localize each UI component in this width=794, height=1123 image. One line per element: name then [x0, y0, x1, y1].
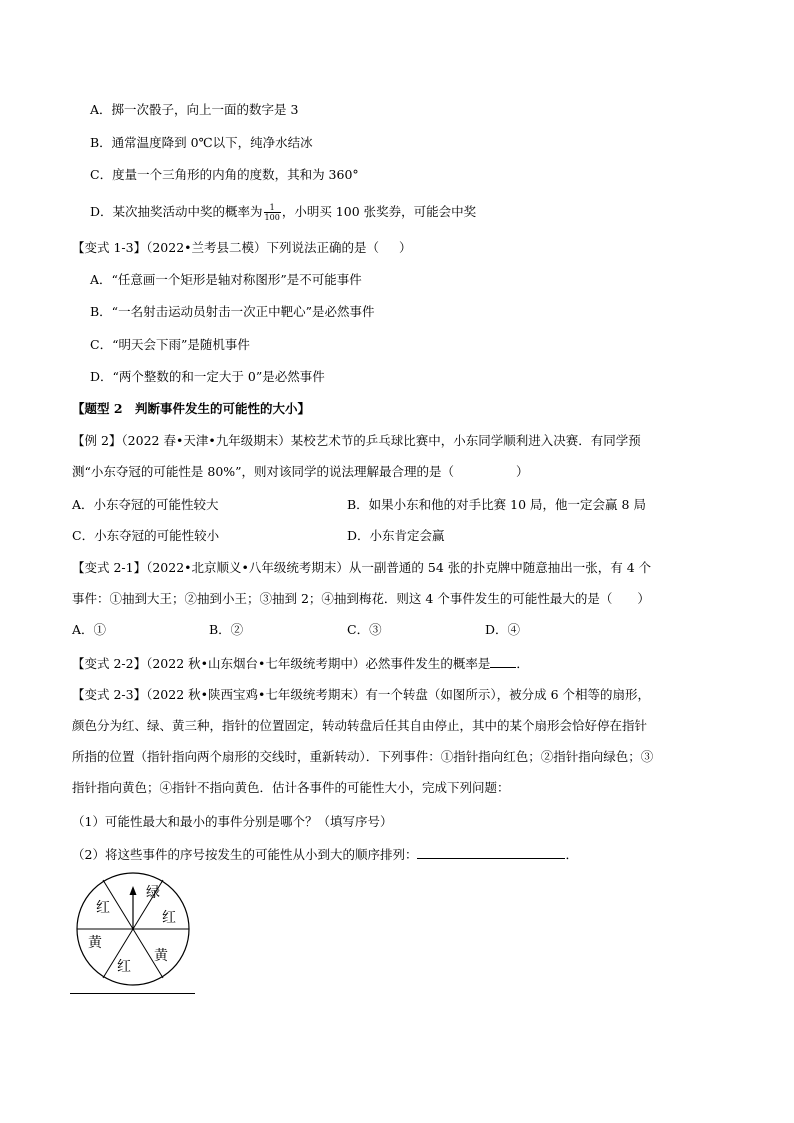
- example-2-option-c: C．小东夺冠的可能性较小: [72, 528, 220, 543]
- variant-2-1-stem-line2: 事件：①抽到大王；②抽到小王；③抽到 2；④抽到梅花．则这 4 个事件发生的可能性最大的是（ ）: [72, 591, 650, 606]
- sector-label-green: 绿: [146, 885, 160, 901]
- variant-2-3-line4: 指针指向黄色；④指针不指向黄色．估计各事件的可能性大小，完成下列问题：: [72, 780, 510, 795]
- example-2-stem-line2: [72, 464, 529, 480]
- sector-label-yellow: 黄: [88, 935, 102, 951]
- option-b: B．通常温度降到 0℃以下，纯净水结冰: [90, 135, 313, 150]
- variant-2-3-line3: 所指的位置（指针指向两个扇形的交线时，重新转动）．下列事件：①指针指向红色；②指针指向绿色；③: [72, 749, 654, 764]
- variant-2-3-question-2-end: ．: [565, 847, 578, 862]
- example-2-stem-line2-end: ）: [516, 464, 529, 479]
- section-title: 【题型 2 判断事件发生的可能性的大小】: [72, 401, 311, 416]
- variant-2-3-question-1: （1）可能性最大和最小的事件分别是哪个？（填写序号）: [72, 814, 393, 829]
- variant-1-3-stem-end: ）: [399, 240, 412, 255]
- sector-label-red: 红: [162, 910, 176, 926]
- example-2-stem-line2-text: 测“小东夺冠的可能性是 80%”，则对该同学的说法理解最合理的是（: [72, 464, 455, 479]
- answer-blank[interactable]: [490, 655, 516, 668]
- variant-2-1-option-c: C．③: [347, 622, 382, 637]
- variant-1-3-option-d: D．“两个整数的和一定大于 0”是必然事件: [90, 369, 325, 384]
- answer-blank[interactable]: [417, 846, 565, 859]
- fraction-numerator: 1: [264, 203, 281, 213]
- variant-1-3-option-b: B．“一名射击运动员射击一次正中靶心”是必然事件: [90, 304, 375, 319]
- fraction: [264, 203, 281, 222]
- fraction-denominator: 100: [264, 213, 280, 222]
- example-2-option-b: B．如果小东和他的对手比赛 10 局，他一定会赢 8 局: [347, 497, 646, 512]
- sector-label-yellow: 黄: [154, 948, 168, 964]
- option-d-suffix: ，小明买 100 张奖券，可能会中奖: [281, 204, 477, 219]
- variant-2-3-question-2-text: （2）将这些事件的序号按发生的可能性从小到大的顺序排列：: [72, 847, 418, 862]
- variant-2-1-option-d: D．④: [485, 622, 521, 637]
- variant-2-2-stem-text: 【变式 2-2】（2022 秋•山东烟台•七年级统考期中）必然事件发生的概率是: [72, 656, 491, 671]
- example-2-option-a: A．小东夺冠的可能性较大: [72, 497, 219, 512]
- example-2-option-d: D．小东肯定会赢: [347, 528, 445, 543]
- variant-2-1-option-a: A．①: [72, 622, 107, 637]
- variant-1-3-option-a: A．“任意画一个矩形是轴对称图形”是不可能事件: [90, 272, 362, 287]
- variant-1-3-stem: [72, 240, 412, 256]
- option-a: A．掷一次骰子，向上一面的数字是 3: [90, 102, 299, 117]
- variant-2-1-stem-line1: 【变式 2-1】（2022•北京顺义•八年级统考期末）从一副普通的 54 张的扑克牌中随意抽出一张，有 4 个: [72, 560, 652, 575]
- sector-label-red: 红: [117, 959, 131, 975]
- variant-1-3-stem-text: 【变式 1-3】（2022•兰考县二模）下列说法正确的是（: [72, 240, 380, 255]
- option-c: C．度量一个三角形的内角的度数，其和为 360°: [90, 167, 359, 182]
- spinner-figure: [70, 870, 196, 988]
- variant-2-3-line1: 【变式 2-3】（2022 秋•陕西宝鸡•七年级统考期末）有一个转盘（如图所示），被分成 6 个相等的扇形，: [72, 687, 651, 702]
- variant-2-2-stem-end: ．: [516, 656, 529, 671]
- divider-line: [70, 993, 195, 994]
- variant-2-3-question-2: [72, 846, 578, 863]
- variant-2-3-line2: 颜色分为红、绿、黄三种，指针的位置固定，转动转盘后任其自由停止，其中的某个扇形会恰好停在指针: [72, 718, 648, 733]
- sector-label-red: 红: [96, 900, 110, 916]
- option-d-prefix: D．某次抽奖活动中奖的概率为: [90, 204, 263, 219]
- variant-1-3-option-c: C．“明天会下雨”是随机事件: [90, 337, 250, 352]
- pointer-arrow-icon: [130, 886, 137, 895]
- option-d: [90, 203, 476, 222]
- variant-2-2-stem: [72, 655, 529, 672]
- example-2-stem-line1: 【例 2】（2022 春•天津•九年级期末）某校艺术节的乒乓球比赛中，小东同学顺利进入决赛．有同学预: [72, 433, 641, 448]
- variant-2-1-option-b: B．②: [209, 622, 244, 637]
